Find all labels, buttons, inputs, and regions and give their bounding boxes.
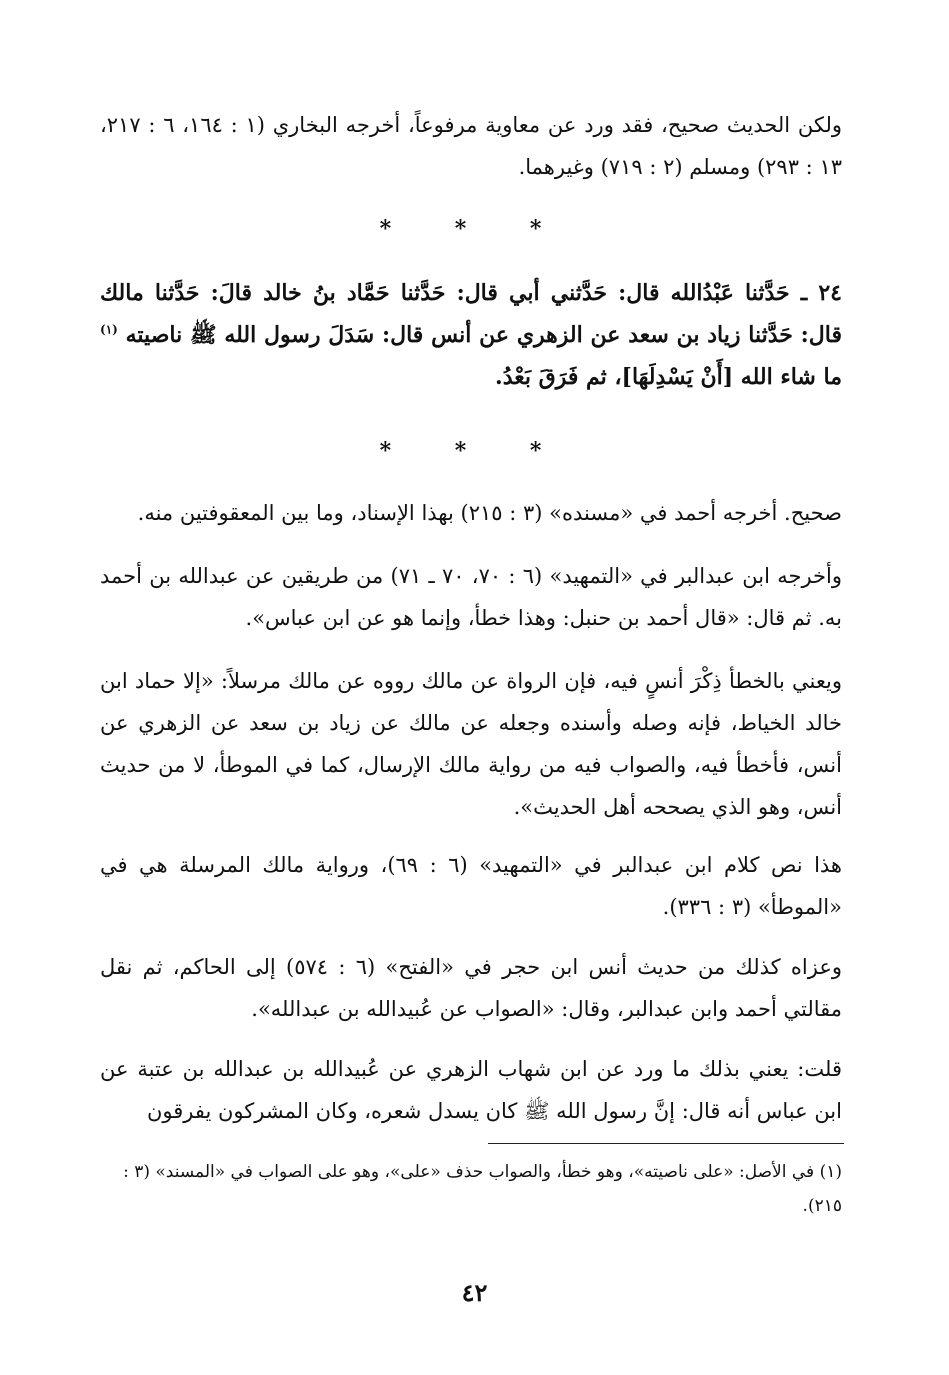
paragraph-ibn-abdulbarr: وأخرجه ابن عبدالبر في «التمهيد» (٦ : ٧٠، ٧٠ ـ ٧١) من طريقين عن عبدالله بن أحمد به. ثم قال: «قال أحمد بن حنبل: وهذا خطأ، وإنما هو عن ابن عباس». — [100, 564, 842, 630]
paragraph-intro: ولكن الحديث صحيح، فقد ورد عن معاوية مرفوعاً، أخرجه البخاري (١ : ١٦٤، ٦ : ٢١٧، ١٣ : ٢٩٣) ومسلم (٢ : ٧١٩) وغيرهما. — [100, 113, 843, 179]
hadith-end-text: ما شاء الله [أَنْ يَسْدِلَهَا]، ثم فَرَقَ بَعْدُ. — [495, 364, 842, 390]
paragraph-grading: صحيح. أخرجه أحمد في «مسنده» (٣ : ٢١٥) بهذا الإسناد، وما بين المعقوفتين منه. — [137, 501, 842, 525]
footnote-divider — [488, 1143, 844, 1144]
footnote-text: (١) في الأصل: «على ناصيته»، وهو خطأ، والصواب حذف «على»، وهو على الصواب في «المسند» (٣ : ٢١٥). — [123, 1162, 842, 1216]
footnote-marker: (١) — [100, 322, 118, 337]
page-number: ٤٢ — [461, 1278, 488, 1307]
section-separator: * * * — [379, 216, 570, 242]
paragraph-comment: قلت: يعني بذلك ما ورد عن ابن شهاب الزهري عن عُبيدالله بن عبدالله بن عتبة عن ابن عباس أنه قال: إنَّ رسول الله ﷺ كان يسدل شعره، وكان المشركون يفرقون — [100, 1057, 842, 1123]
section-separator: * * * — [379, 438, 570, 464]
paragraph-tamhid-quote: هذا نص كلام ابن عبدالبر في «التمهيد» (٦ : ٦٩)، ورواية مالك المرسلة هي في «الموطأ» (٣ : ٣٣٦). — [100, 853, 842, 919]
hadith-main-text: ٢٤ ـ حَدَّثنا عَبْدُالله قال: حَدَّثني أبي قال: حَدَّثنا حَمَّاد بنُ خالد قالَ: حَدَّثنا مالك قال: حَدَّثنا زياد بن سعد عن الزهري عن أنس قال: سَدَلَ رسول الله ﷺ ناصيته — [100, 280, 842, 348]
paragraph-fath: وعزاه كذلك من حديث أنس ابن حجر في «الفتح» (٦ : ٥٧٤) إلى الحاكم، ثم نقل مقالتي أحمد وابن عبدالبر، وقال: «الصواب عن عُبيدالله بن عبدالله». — [100, 955, 842, 1021]
hadith-text — [100, 272, 842, 398]
paragraph-explanation: ويعني بالخطأ ذِكْرَ أنسٍ فيه، فإن الرواة عن مالك رووه عن مالك مرسلاً: «إلا حماد ابن خالد الخياط، فإنه وصله وأسنده وجعله عن مالك عن زياد بن سعد عن الزهري عن أنس، فأخطأ فيه، والصواب فيه من رواية مالك الإرسال، كما في الموطأ، لا من حديث أنس، وهو الذي يصححه أهل الحديث». — [100, 669, 842, 819]
